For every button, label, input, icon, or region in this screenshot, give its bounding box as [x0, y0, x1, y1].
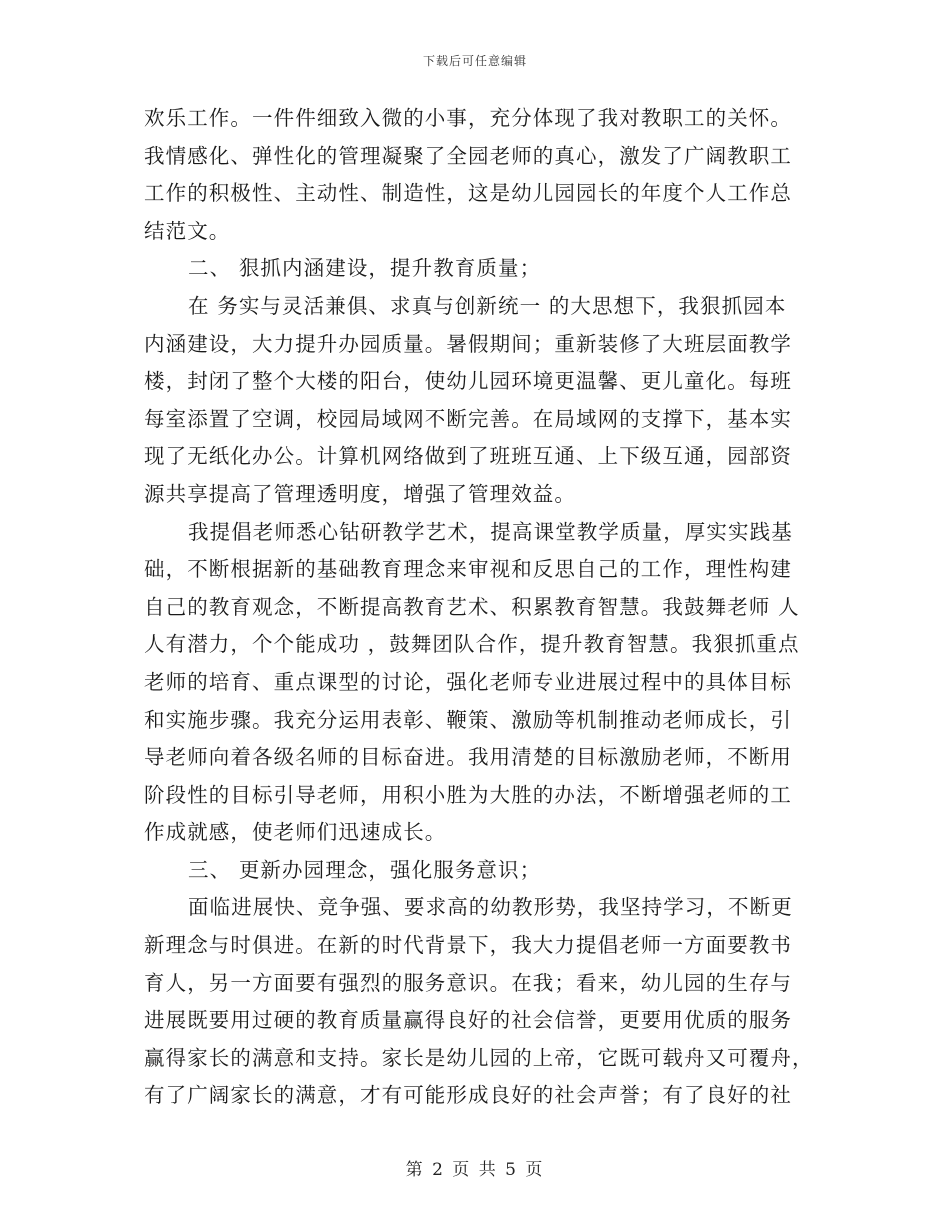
text-line: 楼，封闭了整个大楼的阳台，使幼儿园环境更温馨、更儿童化。每班: [144, 369, 792, 394]
text-line: 新理念与时俱进。在新的时代背景下，我大力提倡老师一方面要教书: [144, 933, 792, 958]
text-line: 础，不断根据新的基础教育理念来审视和反思自己的工作，理性构建: [144, 557, 792, 582]
text-line: 结范文。: [144, 218, 231, 243]
document-body: [144, 100, 814, 1115]
text-line: 源共享提高了管理透明度，增强了管理效益。: [144, 481, 576, 506]
text-line: 在 务实与灵活兼俱、求真与创新统一 的大思想下，我狠抓园本: [188, 293, 787, 318]
text-line: 作成就感，使老师们迅速成长。: [144, 820, 447, 845]
text-line: 育人，另一方面要有强烈的服务意识。在我；看来，幼儿园的生存与: [144, 970, 792, 995]
text-line: 我情感化、弹性化的管理凝聚了全园老师的真心，激发了广阔教职工: [144, 143, 792, 168]
text-line: 人有潜力，个个能成功 ，鼓舞团队合作，提升教育智慧。我狠抓重点: [144, 632, 800, 657]
text-line: 老师的培育、重点课型的讨论，强化老师专业进展过程中的具体目标: [144, 669, 792, 694]
text-line: 内涵建设，大力提升办园质量。暑假期间；重新装修了大班层面教学: [144, 331, 792, 356]
text-line: 欢乐工作。一件件细致入微的小事，充分体现了我对教职工的关怀。: [144, 106, 792, 130]
text-line: 我提倡老师悉心钻研教学艺术，提高课堂教学质量，厚实实践基: [188, 519, 793, 544]
text-line: 阶段性的目标引导老师，用积小胜为大胜的办法，不断增强老师的工: [144, 782, 792, 807]
text-line: 进展既要用过硬的教育质量赢得良好的社会信誉，更要用优质的服务: [144, 1008, 792, 1033]
section-heading-2: 二、 狠抓内涵建设，提升教育质量；: [188, 256, 542, 281]
text-line: 现了无纸化办公。计算机网络做到了班班互通、上下级互通，园部资: [144, 444, 792, 469]
text-line: 有了广阔家长的满意，才有可能形成良好的社会声誉；有了良好的社: [144, 1083, 792, 1108]
text-line: 工作的积极性、主动性、制造性，这是幼儿园园长的年度个人工作总: [144, 181, 792, 206]
text-line: 赢得家长的满意和支持。家长是幼儿园的上帝，它既可载舟又可覆舟，: [144, 1045, 814, 1070]
text-line: 和实施步骤。我充分运用表彰、鞭策、激励等机制推动老师成长，引: [144, 707, 792, 732]
body-text: [144, 100, 814, 1115]
page-header: 下载后可任意编辑: [422, 54, 527, 68]
section-heading-3: 三、 更新办园理念，强化服务意识；: [188, 857, 542, 882]
text-line: 每室添置了空调，校园局域网不断完善。在局域网的支撑下，基本实: [144, 406, 792, 431]
page-number: 第 2 页 共 5 页: [405, 1160, 545, 1180]
text-line: 导老师向着各级名师的目标奋进。我用清楚的目标激励老师，不断用: [144, 745, 792, 770]
text-line: 自己的教育观念，不断提高教育艺术、积累教育智慧。我鼓舞老师 人: [144, 594, 800, 619]
text-line: 面临进展快、竞争强、要求高的幼教形势，我坚持学习，不断更: [188, 895, 793, 920]
